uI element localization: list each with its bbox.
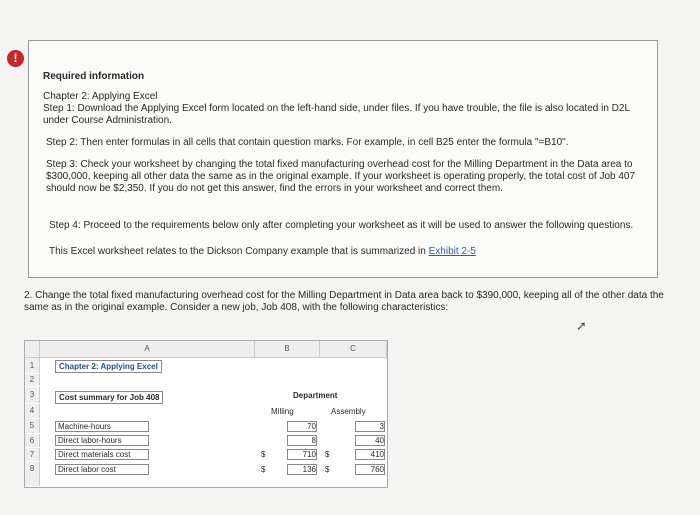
table-row-label: Direct labor-hours (55, 435, 149, 446)
assembly-direct-labor-cost: 760 (355, 464, 385, 475)
alert-icon: ! (7, 50, 24, 67)
worksheet-title: Chapter 2: Applying Excel (55, 360, 162, 373)
milling-direct-labor-cost: 136 (287, 464, 317, 475)
milling-direct-labor-hours: 8 (287, 435, 317, 446)
row-number: 6 (25, 434, 40, 447)
step-2-text: Step 2: Then enter formulas in all cells that contain question marks. For example, in cell B25 enter the formula "=B10". (46, 137, 569, 148)
milling-direct-materials-cost: 710 (287, 449, 317, 460)
row-number: 4 (25, 404, 40, 418)
department-header: Department (293, 391, 338, 400)
table-row-label: Machine-hours (55, 421, 149, 432)
exhibit-reference (49, 246, 639, 258)
row-number: 1 (25, 358, 40, 373)
required-info-title: Required information (43, 71, 145, 82)
row-number: 3 (25, 387, 40, 403)
table-row-label: Direct materials cost (55, 449, 149, 460)
assembly-machine-hours: 3 (355, 421, 385, 432)
column-header-b: B (255, 341, 320, 358)
row-number: 2 (25, 374, 40, 386)
table-row-label: Direct labor cost (55, 464, 149, 475)
column-header-a: A (40, 341, 255, 358)
corner-header (25, 341, 40, 358)
question-2-text: 2. Change the total fixed manufacturing overhead cost for the Milling Department in Data area back to $390,000, keeping all of the other data the same as in the original example. Consider a new job, Job 408, with the following characteristics: (24, 290, 664, 313)
step-3-text: Step 3: Check your worksheet by changing the total fixed manufacturing overhead cost for the Milling Department in the Data area to $300,000, keeping all other data the same as in the original example. If your worksheet is operating properly, the total cost of Job 407 should now be $2,350. If you do not get this answer, find the errors in your worksheet and correct them. (46, 159, 636, 194)
assembly-direct-labor-hours: 40 (355, 435, 385, 446)
currency-symbol: $ (325, 465, 330, 474)
row-number: 7 (25, 448, 40, 461)
exhibit-reference-text: This Excel worksheet relates to the Dickson Company example that is summarized in (49, 246, 429, 257)
assembly-direct-materials-cost: 410 (355, 449, 385, 460)
currency-symbol: $ (261, 450, 266, 459)
currency-symbol: $ (261, 465, 266, 474)
excel-worksheet-image (24, 340, 388, 488)
mouse-cursor-icon: ➚ (576, 318, 587, 333)
exhibit-link[interactable]: Exhibit 2-5 (428, 246, 476, 257)
step-4-text: Step 4: Proceed to the requirements below only after completing your worksheet as it will be used to answer the following questions. (49, 220, 634, 231)
column-header-c: C (320, 341, 387, 358)
currency-symbol: $ (325, 450, 330, 459)
row-number: 8 (25, 462, 40, 486)
chapter-heading: Chapter 2: Applying Excel (43, 91, 158, 102)
row-number: 5 (25, 419, 40, 433)
step-1-text: Step 1: Download the Applying Excel form located on the left-hand side, under files. If you have trouble, the file is also located in D2L under Course Administration. (43, 103, 630, 126)
milling-machine-hours: 70 (287, 421, 317, 432)
milling-header: Milling (271, 407, 294, 416)
cost-summary-label: Cost summary for Job 408 (55, 391, 163, 404)
required-information-panel (28, 40, 658, 278)
assembly-header: Assembly (331, 407, 366, 416)
